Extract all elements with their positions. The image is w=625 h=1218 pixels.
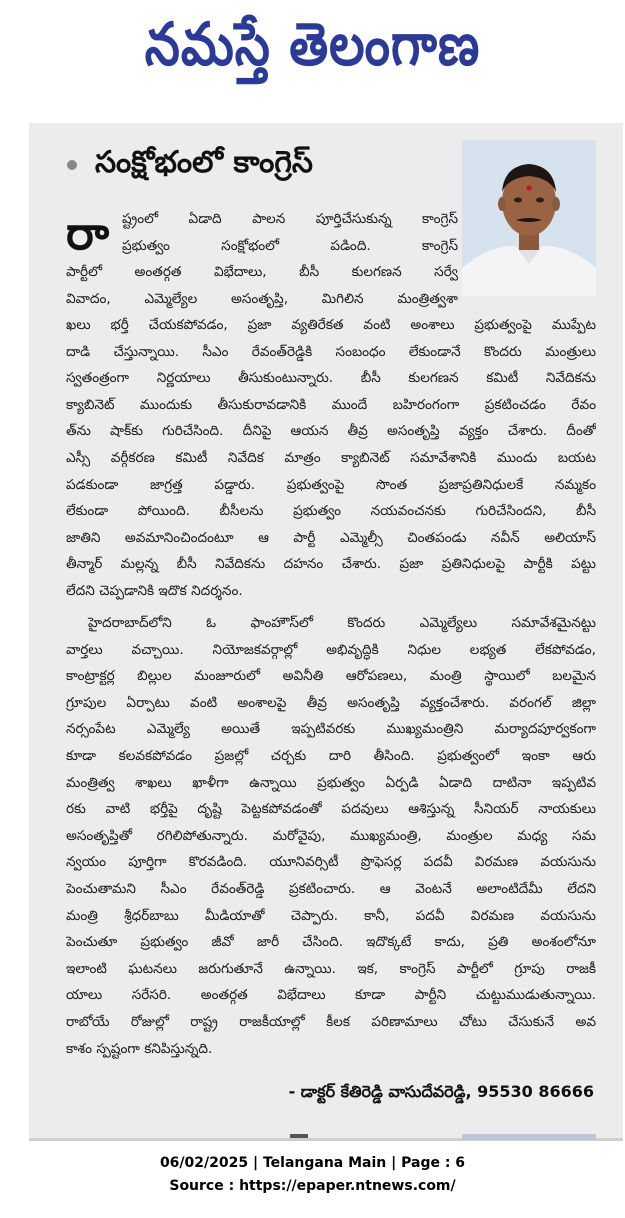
- text-line: గ్రూపుల ఏర్పాటు వంటి అంశాలపై తీవ్ర అసంతృప్తి వ్యక్తంచేశారు. వరంగల్ జిల్లా: [66, 694, 596, 711]
- text-line: ఇలాంటి ఘటనలు జరుగుతూనే ఉన్నాయి. ఇక, కాంగ్రెస్ పార్టీలో గ్రూపు రాజకీ: [66, 960, 596, 977]
- author-byline: - డాక్టర్ కేతిరెడ్డి వాసుదేవరెడ్డి, 95530 86666: [288, 1082, 594, 1101]
- paragraph-2: [66, 610, 596, 1062]
- text-line: యాలు సరేసరి. అంతర్గత విభేదాలు కూడా పార్టీని చుట్టుముడుతున్నాయి.: [66, 987, 596, 1004]
- text-line: నర్సంపేట ఎమ్మెల్యే అయితే ఇప్పటివరకు ముఖ్యమంత్రిని మర్యాదపూర్వకంగా: [66, 721, 596, 738]
- text-line: క్యాబినెట్ ముందుకు తీసుకురావడానికి ముందే బహిరంగంగా ప్రకటించడం రేవం: [66, 396, 596, 413]
- text-line: పెంచుతూ ప్రభుత్వం జీవో జారీ చేసింది. ఇదొక్కటే కాదు, ప్రతి అంశంలోనూ: [66, 934, 596, 951]
- text-line: ఎస్సీ వర్గీకరణ కమిటీ నివేదిక మాత్రం క్యాబినెట్ సమావేశానికి ముందు బయట: [66, 449, 596, 466]
- text-line: పడకుండా జాగ్రత్త పడ్డారు. ప్రభుత్వంపై సొంత ప్రజాప్రతినిధులకే నమ్మకం: [66, 476, 596, 493]
- masthead: [0, 0, 625, 92]
- text-line: అసంతృప్తితో రగిలిపోతున్నారు. మరోవైపు, ముఖ్యమంత్రి, మంత్రుల మధ్య సమ: [66, 827, 596, 844]
- masthead-logo: నమస్తే తెలంగాణ: [144, 10, 481, 79]
- article-headline: సంక్షోభంలో కాంగ్రెస్: [95, 145, 313, 180]
- text-line: రాబోయే రోజుల్లో రాష్ట్ర రాజకీయాల్లో కీలక పరిణామాలు చోటు చేసుకునే అవ: [66, 1013, 596, 1030]
- text-line: న్వయం పూర్తిగా కొరవడింది. యూనివర్సిటీ ప్రొఫెసర్ల పదవీ విరమణ వయసును: [66, 854, 596, 871]
- text-line: హైదరాబాద్‌లోని ఓ ఫాంహౌస్‌లో కొందరు ఎమ్మెల్యేలు సమావేశమైనట్టు: [88, 615, 596, 631]
- text-line: త్‌ను షాక్‌కు గురిచేసింది. దీనిపై ఆయన తీవ్ర అసంతృప్తి వ్యక్తం చేశారు. దీంతో: [66, 423, 596, 440]
- text-line: కూడా కలవకపోవడం ప్రజల్లో చర్చకు దారి తీసింది. ప్రభుత్వంలో ఇంకా ఆరు: [66, 747, 596, 764]
- text-line: కాశం స్పష్టంగా కనిపిస్తున్నది.: [66, 1040, 213, 1057]
- next-photo-fragment: [462, 1134, 596, 1140]
- text-line: స్వతంత్రంగా నిర్ణయాలు తీసుకుంటున్నారు. బీసీ కులగణన కమిటీ నివేదికను: [66, 370, 596, 387]
- text-line: కాంట్రాక్టర్ల బిల్లుల మంజూరులో అవినీతి ఆరోపణలు, మంత్రి స్థాయిలో బలమైన: [66, 668, 596, 685]
- text-line: మంత్రి శ్రీధర్‌బాబు మీడియాతో చెప్పారు. కానీ, పదవీ విరమణ వయసును: [66, 907, 596, 924]
- text-line: రకు వాటి భర్తీపై దృష్టి పెట్టకపోవడంతో పదవులు ఆశిస్తున్న సీనియర్ నాయకులు: [66, 801, 596, 818]
- text-line: వార్తలు వచ్చాయి. నియోజకవర్గాల్లో అభివృద్ధికి నిధుల లభ్యత లేకపోవడం,: [66, 641, 596, 658]
- text-line: జాతిని అవమానించిందంటూ ఆ పార్టీ ఎమ్మెల్సీ చింతపండు నవీన్ అలియాస్: [66, 529, 596, 546]
- footer-source-line: Source : https://epaper.ntnews.com/: [169, 1178, 456, 1194]
- text-line: దాడి చేస్తున్నాయి. సీఎం రేవంత్‌రెడ్డికి సంబంధం లేకుండానే కొందరు మంత్రులు: [66, 343, 596, 360]
- text-line: పెంచుతామని సీఎం రేవంత్‌రెడ్డి ప్రకటించారు. ఆ వెంటనే అలాంటిదేమీ లేదని: [66, 880, 596, 897]
- paragraph-1-top: [66, 206, 458, 312]
- text-line: మంత్రిత్వ శాఖలు ఖాళీగా ఉన్నాయి ప్రభుత్వం ఏర్పడి ఏడాది దాటినా ఇప్పటివ: [66, 774, 596, 791]
- text-line: పార్టీలో అంతర్గత విభేదాలు, బీసీ కులగణన సర్వే: [66, 264, 458, 281]
- text-line: లేదని చెప్పడానికి ఇదొక నిదర్శనం.: [66, 582, 243, 599]
- author-photo: [462, 140, 596, 296]
- footer-edition-line: 06/02/2025 | Telangana Main | Page : 6: [159, 1155, 466, 1171]
- text-line: వివాదం, ఎమ్మెల్యేల అసంతృప్తి, మిగిలిన మంత్రిత్వశా: [66, 290, 458, 307]
- text-line: ష్ట్రంలో ఏడాది పాలన పూర్తిచేసుకున్న కాంగ్రెస్: [122, 211, 458, 227]
- drop-cap: రా: [66, 206, 110, 260]
- text-line: తీన్మార్ మల్లన్న బీసీ నివేదికను దహనం చేశారు. ప్రజా ప్రతినిధులపై పార్టీకి పట్టు: [66, 556, 596, 573]
- next-article-fragment: [290, 1134, 308, 1138]
- text-line: లేకుండా పోయింది. బీసీలను ప్రభుత్వం నయవంచనకు గురిచేసిందని, బీసీ: [66, 503, 596, 520]
- paragraph-1: [66, 312, 596, 605]
- headline-bullet-icon: [67, 160, 77, 170]
- text-line: ఖలు భర్తీ చేయకపోవడం, ప్రజా వ్యతిరేకత వంటి అంశాలు ప్రభుత్వంపై ముప్పేట: [66, 317, 596, 333]
- text-line: ప్రభుత్వం సంక్షోభంలో పడింది. కాంగ్రెస్: [122, 237, 458, 254]
- page-footer: [0, 1152, 625, 1198]
